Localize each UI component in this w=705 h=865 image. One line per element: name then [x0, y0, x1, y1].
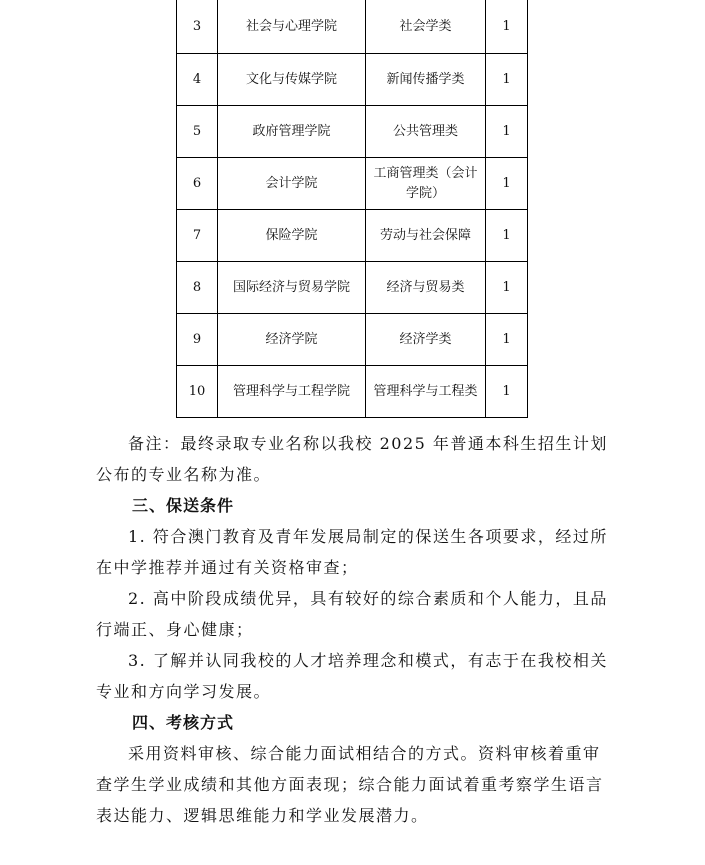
condition-item: 3. 了解并认同我校的人才培养理念和模式，有志于在我校相关专业和方向学习发展。	[96, 651, 608, 701]
row-number: 8	[177, 262, 218, 314]
row-number: 10	[177, 366, 218, 418]
college-name: 保险学院	[218, 210, 366, 262]
row-number: 5	[177, 106, 218, 158]
table-row	[177, 0, 528, 54]
quota-count: 1	[486, 366, 528, 418]
table-row	[177, 366, 528, 418]
major-category: 社会学类	[366, 0, 486, 54]
quota-count: 1	[486, 314, 528, 366]
section-heading-admission-conditions: 三、保送条件	[132, 496, 235, 515]
major-category: 公共管理类	[366, 106, 486, 158]
major-category: 管理科学与工程类	[366, 366, 486, 418]
assessment-description: 采用资料审核、综合能力面试相结合的方式。资料审核着重审查学生学业成绩和其他方面表现；综合能力面试着重考察学生语言表达能力、逻辑思维能力和学业发展潜力。	[96, 744, 604, 825]
table-row	[177, 106, 528, 158]
table-row	[177, 54, 528, 106]
quota-count: 1	[486, 210, 528, 262]
quota-count: 1	[486, 262, 528, 314]
college-name: 政府管理学院	[218, 106, 366, 158]
major-category: 劳动与社会保障	[366, 210, 486, 262]
college-name: 经济学院	[218, 314, 366, 366]
table-row	[177, 210, 528, 262]
row-number: 4	[177, 54, 218, 106]
quota-count: 1	[486, 158, 528, 210]
college-name: 社会与心理学院	[218, 0, 366, 54]
college-name: 管理科学与工程学院	[218, 366, 366, 418]
table-row	[177, 314, 528, 366]
row-number: 9	[177, 314, 218, 366]
major-category: 经济与贸易类	[366, 262, 486, 314]
college-name: 会计学院	[218, 158, 366, 210]
major-category: 新闻传播学类	[366, 54, 486, 106]
quota-count: 1	[486, 106, 528, 158]
row-number: 6	[177, 158, 218, 210]
table-row	[177, 158, 528, 210]
quota-count: 1	[486, 54, 528, 106]
college-name: 文化与传媒学院	[218, 54, 366, 106]
row-number: 7	[177, 210, 218, 262]
major-category: 经济学类	[366, 314, 486, 366]
enrollment-quota-table	[176, 0, 528, 418]
section-heading-assessment-method: 四、考核方式	[132, 713, 235, 732]
row-number: 3	[177, 0, 218, 54]
table-footnote: 备注：最终录取专业名称以我校 2025 年普通本科生招生计划公布的专业名称为准。	[96, 434, 608, 484]
quota-count: 1	[486, 0, 528, 54]
body-text	[96, 428, 616, 831]
table-row	[177, 262, 528, 314]
condition-item: 1. 符合澳门教育及青年发展局制定的保送生各项要求，经过所在中学推荐并通过有关资格审查；	[96, 527, 608, 577]
major-category: 工商管理类（会计学院）	[366, 158, 486, 210]
college-name: 国际经济与贸易学院	[218, 262, 366, 314]
condition-item: 2. 高中阶段成绩优异，具有较好的综合素质和个人能力，且品行端正、身心健康；	[96, 589, 608, 639]
